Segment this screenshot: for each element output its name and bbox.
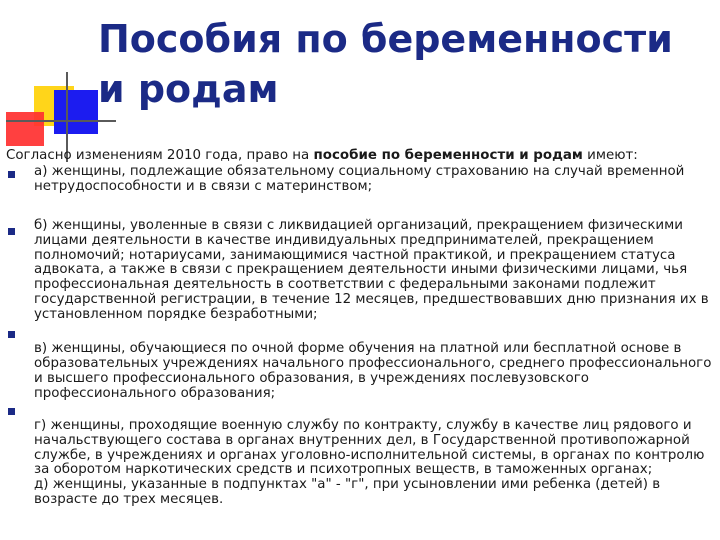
square-bullet-icon	[8, 228, 15, 235]
intro-text-before: Согласно изменениям 2010 года, право на	[6, 148, 314, 163]
decor-blue-square	[54, 90, 98, 134]
title-line-1: Пособия по беременности	[98, 17, 673, 61]
list-item-text: в) женщины, обучающиеся по очной форме обучения на платной или бесплатной основе в образовательных учреждениях начального профессионального, среднего профессионального и высшего профессионального образования, в учреждениях послевузовского профессионального образования;	[34, 341, 712, 401]
intro-text-after: имеют:	[582, 148, 638, 163]
title-line-2: и родам	[98, 67, 279, 111]
list-item-text: а) женщины, подлежащие обязательному социальному страхованию на случай временной нетрудоспособности и в связи с материнством;	[34, 163, 685, 194]
list-item-text	[34, 408, 716, 508]
list-item-text-g: г) женщины, проходящие военную службу по контракту, службу в качестве лиц рядового и начальствующего состава в органах внутренних дел, в Государственной противопожарной службе, в учреждениях и органах уголовно-исполнительной системы, в органах по контролю за оборотом наркотических средств и психотропных веществ, в таможенных органах;	[34, 417, 705, 478]
list-item-a	[6, 165, 716, 195]
list-item-d	[6, 408, 716, 508]
square-bullet-icon	[8, 171, 15, 178]
list-item-text: б) женщины, уволенные в связи с ликвидацией организаций, прекращением физическими лицами деятельности в качестве индивидуальных предпринимателей, прекращением полномочий; нотариусами, занимающимися частной практикой, и прекращением статуса адвоката, а также в связи с прекращением деятельности иными физическими лицами, чья профессиональная деятельность в соответствии с федеральными законами подлежит государственной регистрации, в течение 12 месяцев, предшествовавших дню признания их в установленном порядке безработными;	[34, 217, 709, 323]
slide-body	[6, 149, 716, 508]
intro-paragraph	[6, 149, 716, 164]
square-bullet-icon	[8, 331, 15, 338]
decor-horizontal-line	[6, 120, 116, 122]
list-item-text-d: д) женщины, указанные в подпунктах "а" - "г", при усыновлении ими ребенка (детей) в возрасте до трех месяцев.	[34, 477, 661, 508]
intro-bold-text: пособие по беременности и родам	[313, 148, 583, 163]
square-bullet-icon	[8, 408, 15, 415]
slide-title	[98, 14, 708, 114]
decor-red-square	[6, 112, 44, 146]
list-item-b	[6, 219, 716, 323]
list-item-c	[6, 331, 716, 402]
